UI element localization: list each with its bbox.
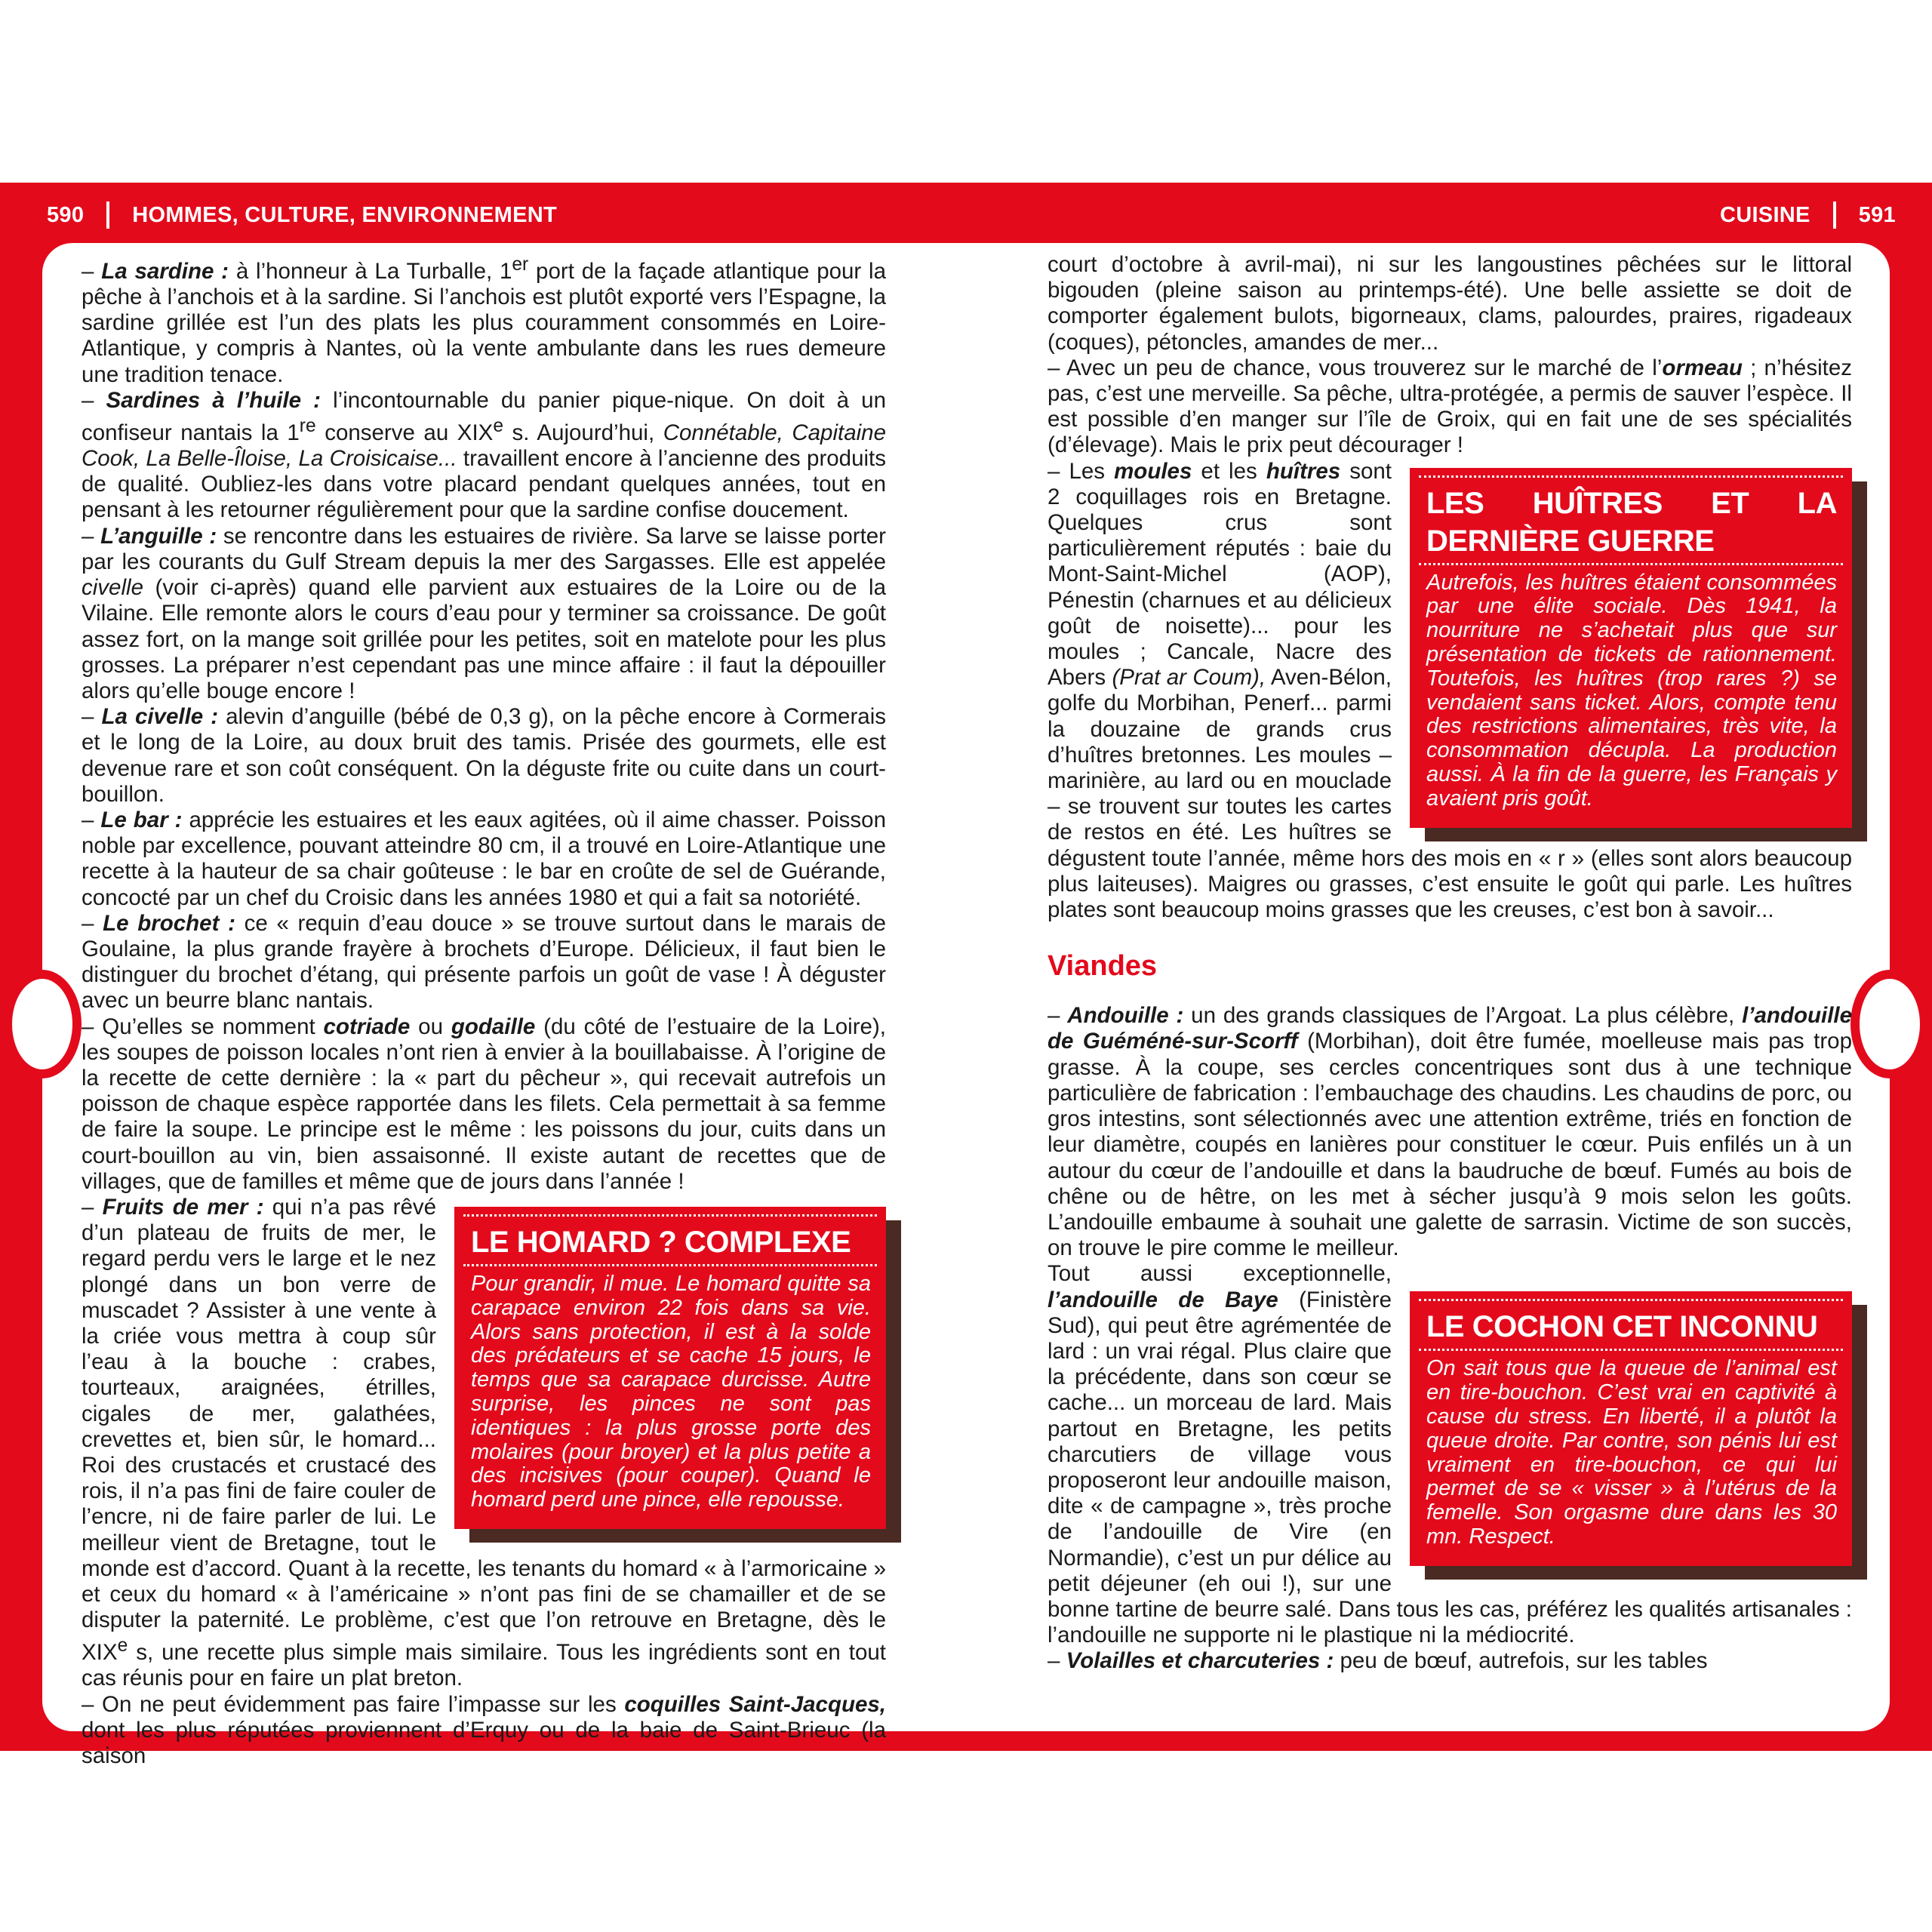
- paragraph-volailles: – Volailles et charcuteries : peu de bœuf, autrefois, sur les tables: [1048, 1648, 1708, 1674]
- box-title: LE COCHON CET INCONNU: [1426, 1310, 1818, 1344]
- paragraph-civelle: – La civelle : alevin d’anguille (bébé de 0,3 g), on la pêche encore à Cormerais et le long de la Loire, au doux bruit des tamis. Prisée des gourmets, elle est devenue rare et son coût conséquent. On la déguste frite ou cuite dans un court-bouillon.: [82, 704, 886, 807]
- box-title: LES HUÎTRES ET LA DERNIÈRE GUERRE: [1426, 486, 1837, 558]
- paragraph-cotriade: [82, 1014, 886, 1195]
- right-thumb-notch: [1850, 970, 1929, 1078]
- text: Aven-Bélon, golfe du Morbihan, Penerf... parmi la douzaine de grands crus d’huîtres bretonnes. Les moules – marinière, au lard ou en mouclade – se trouvent sur toutes les cartes de restos en été. Les huîtres se dégustent toute l’année, même hors des mois en « r » (elles sont alors beaucoup plus laiteuses). Maigres ou grasses, c’est ensuite le goût qui parle. Les huîtres plates sont beaucoup moins grasses que les creuses, c’est bon à savoir...: [1048, 665, 1852, 923]
- term-sardine: La sardine :: [101, 258, 229, 284]
- left-page-header: [47, 196, 557, 234]
- box-cochon: [1410, 1291, 1852, 1565]
- text: travaillent encore à l’ancienne des produits de qualité. Oubliez-les dans votre placard pendant quelques années, tout en pensant à les retourner régulièrement pour que la sardine confise doucement.: [82, 446, 886, 523]
- text: – On ne peut évidemment pas faire l’impasse sur les: [82, 1691, 625, 1717]
- term-andouille-guemene: l’andouille de Guéméné-sur-Scorff: [1048, 1003, 1852, 1054]
- text: ; n’hésitez pas, c’est une merveille. Sa pêche, ultra-protégée, a permis de sauver l’espèce. Il est possible d’en manger sur l’île de Groix, qui en fait une de ses spécialités (d’élevage). Mais le prix peut décourager !: [1048, 355, 1852, 458]
- term-godaille: godaille: [451, 1014, 536, 1039]
- box-title: LE HOMARD ? COMPLEXE: [471, 1225, 851, 1259]
- term-cotriade: cotriade: [323, 1014, 411, 1039]
- term-coquilles: coquilles Saint-Jacques,: [624, 1691, 886, 1717]
- text: port de la façade atlantique pour la pêche à l’anchois et à la sardine. Si l’anchois est plutôt exporté vers l’Espagne, la sardine grillée est l’un des plats les plus couramment consommés en Loire-Atlantique, y compris à Nantes, où la vente ambulante dans les rues demeure une tradition tenace.: [82, 258, 886, 387]
- term-brochet: Le brochet :: [103, 910, 235, 936]
- paragraph-sardine: – La sardine : à l’honneur à La Turballe, 1er port de la façade atlantique pour la pêche à l’anchois et à la sardine. Si l’anchois est plutôt exporté vers l’Espagne, la sardine grillée est l’un des plats les plus couramment consommés en Loire-Atlantique, y compris à Nantes, où la vente ambulante dans les rues demeure une tradition tenace.: [82, 254, 886, 387]
- sidebar-box-cochon: [1410, 1291, 1852, 1565]
- text: un des grands classiques de l’Argoat. La plus célèbre,: [1183, 1003, 1743, 1029]
- paragraph-anguille: – L’anguille : se rencontre dans les estuaires de rivière. Sa larve se laisse porter par les courants du Gulf Stream depuis la mer des Sargasses. Elle est appelée civelle (voir ci-après) quand elle parvient aux estuaires de la Loire ou de la Vilaine. Elle remonte alors le cours d’eau pour y terminer sa croissance. De goût assez fort, on la mange soit grillée pour les petites, soit en matelote pour les plus grosses. La préparer n’est cependant pas une mince affaire : il faut la dépouiller alors qu’elle bouge encore !: [82, 523, 887, 703]
- superscript: er: [512, 254, 529, 275]
- right-column: [1048, 252, 1852, 1675]
- term-volailles: Volailles et charcuteries :: [1066, 1648, 1334, 1674]
- right-chapter-title: CUISINE: [1719, 202, 1810, 227]
- text: se rencontre dans les estuaires de rivière. Sa larve se laisse porter par les courants du Gulf Stream depuis la mer des Sargasses. Elle est appelée: [82, 523, 887, 574]
- text: s. Aujourd’hui,: [503, 420, 663, 445]
- text: conserve au XIX: [315, 420, 494, 445]
- text: peu de bœuf, autrefois, sur les tables: [1334, 1648, 1708, 1674]
- text: – Qu’elles se nomment: [82, 1014, 324, 1039]
- box-text: On sait tous que la queue de l’animal est en tire-bouchon. C’est vrai en captivité à cause du stress. En liberté, il a plutôt la queue droite. Par contre, son pénis lui est vraiment en tire-bouchon, ce qui lui permet de se « visser » à l’utérus de la femelle. Son orgasme dure dans les 30 mn. Respect.: [1426, 1356, 1837, 1549]
- term-andouille-baye: l’andouille de Baye: [1048, 1287, 1278, 1312]
- term-anguille: L’anguille :: [100, 523, 217, 549]
- paragraph-coquilles-cont: court d’octobre à avril-mai), ni sur les langoustines pêchées sur le littoral bigouden (pleine saison au printemps-été). Une belle assiette se doit de comporter également bulots, bigorneaux, clams, palourdes, praires, rigadeaux (coques), pétoncles, amandes de mer...: [1048, 252, 1852, 355]
- right-page-header: [1720, 196, 1896, 234]
- text: ce « requin d’eau douce » se trouve surtout dans le marais de Goulaine, la plus grande frayère à brochets d’Europe. Délicieux, il faut bien le distinguer du brochet d’étang, qui présente parfois un goût de vase ! À déguster avec un beurre blanc nantais.: [82, 910, 886, 1014]
- text: (voir ci-après) quand elle parvient aux estuaires de la Loire ou de la Vilaine. Elle remonte alors le cours d’eau pour y terminer sa croissance. De goût assez fort, on la mange soit grillée pour les petites, soit en matelote pour les plus grosses. La préparer n’est cependant pas une mince affaire : il faut la dépouiller alors qu’elle bouge encore !: [82, 575, 886, 703]
- box-text: Autrefois, les huîtres étaient consommées par une élite sociale. Dès 1941, la nourriture ne s’achetait plus que sur présentation de tickets de rationnement. Toutefois, les huîtres (trop rares ?) se vendaient sans ticket. Alors, compte tenu des restrictions alimentaires, très vite, la consommation décupla. La production aussi. À la fin de la guerre, les Français y avaient pris goût.: [1426, 570, 1837, 811]
- term-civelle: La civelle :: [101, 704, 219, 730]
- text: – Avec un peu de chance, vous trouverez sur le marché de l’: [1048, 355, 1663, 380]
- paragraph-brochet: – Le brochet : ce « requin d’eau douce » se trouve surtout dans le marais de Goulaine, la plus grande frayère à brochets d’Europe. Délicieux, il faut bien le distinguer du brochet d’étang, qui présente parfois un goût de vase ! À déguster avec un beurre blanc nantais.: [82, 910, 886, 1014]
- term-sardines-huile: Sardines à l’huile :: [106, 387, 321, 413]
- paragraph-ormeau: [1048, 355, 1852, 459]
- paragraph-bar: – Le bar : apprécie les estuaires et les eaux agitées, où il aime chasser. Poisson noble par excellence, pouvant atteindre 80 cm, il a trouvé en Loire-Atlantique une recette à la hauteur de sa chair goûteuse : le bar en croûte de sel de Guérande, concocté par un chef du Croisic dans les années 1980 et qui a fait sa notoriété.: [82, 807, 887, 910]
- text: et les: [1192, 458, 1266, 484]
- text: (du côté de l’estuaire de la Loire), les soupes de poisson locales n’ont rien à envier à la bouillabaisse. À l’origine de la recette de cette dernière : la « part du pêcheur », qui recevait autrefois un poisson de chaque espèce rapportée dans les filets. Cela permettait à sa femme de faire la soupe. Le principe est le même : les poissons du jour, cuits dans un court-bouillon au vin, bien assaisonné. Il existe autant de recettes que de villages, que de familles et même que de jours dans l’année !: [82, 1014, 886, 1194]
- term-moules: moules: [1114, 458, 1192, 484]
- paragraph-coquilles: [82, 1692, 886, 1770]
- box-huitres: [1410, 468, 1852, 828]
- term-huitres: huîtres: [1266, 458, 1341, 484]
- text: Tout aussi exceptionnelle,: [1048, 1261, 1392, 1287]
- italic-text: (Prat ar Coum),: [1112, 665, 1266, 691]
- text: – Les: [1048, 458, 1115, 484]
- section-title-viandes: Viandes: [1048, 950, 1158, 983]
- text: qui n’a pas rêvé d’un plateau de fruits de mer, le regard perdu vers le large et le nez plongé dans un bon verre de muscadet ? Assister à une vente à la criée vous mettra à coup sûr l’eau à la bouche : crabes, tourteaux, araignées, étrilles, cigales de mer, galathées, crevettes et, bien sûr, le homard... Roi des crustacés et crustacé des rois, il n’a pas fini de faire couler de l’encre, ni de faire parler de lui. Le meilleur vient de Bretagne, tout le monde est d’accord. Quant à la recette, les tenants du homard « à l’armoricaine » et ceux du homard « à l’américaine » n’ont pas fini de se chamailler et de se disputer la paternité. Le problème, c’est que l’on retrouve en Bretagne, dès le XIX: [82, 1194, 886, 1666]
- paragraph-sardines-huile: – Sardines à l’huile : l’incontournable du panier pique-nique. On doit à un confiseur nantais la 1re conserve au XIXe s. Aujourd’hui, Connétable, Capitaine Cook, La Belle-Îloise, La Croisicaise... travaillent encore à l’ancienne des produits de qualité. Oubliez-les dans votre placard pendant quelques années, tout en pensant à les retourner régulièrement pour que la sardine confise doucement.: [82, 387, 886, 523]
- text: l’incontournable du panier pique-nique. On doit à un confiseur nantais la 1: [82, 387, 886, 445]
- left-column: [82, 252, 886, 1769]
- left-thumb-notch: [3, 970, 82, 1078]
- paragraph-andouille: – Andouille : un des grands classiques de l’Argoat. La plus célèbre, l’andouille de Guéméné-sur-Scorff (Morbihan), doit être fumée, moelleuse mais pas trop grasse. À la coupe, ses cercles concentriques sont dus à une technique particulière de fabrication : l’embauchage des chaudins. Les chaudins de porc, ou gros intestins, sont sélectionnés avec une attention extrême, triés en fonction de leur diamètre, coupés en lanières pour constituer le cœur. Puis enfilés un à un autour du cœur de l’andouille et dans la baudruche de bœuf. Fumés au bois de chêne ou de hêtre, on les met à sécher jusqu’à 9 mois selon les goûts. L’andouille embaume à souhait une galette de sarrasin. Victime de son succès, on trouve le pire comme le meilleur.: [1048, 1003, 1852, 1261]
- text: s, une recette plus simple mais similaire. Tous les ingrédients sont en tout cas réunis pour en faire un plat breton.: [82, 1640, 886, 1691]
- text: ou: [410, 1014, 451, 1039]
- box-text: Pour grandir, il mue. Le homard quitte sa carapace environ 22 fois dans sa vie. Alors sans protection, il est à la solde des prédateurs et se cache 15 jours, le temps que sa carapace durcisse. Autre surprise, les pinces ne sont pas identiques : la plus grosse porte des molaires (pour broyer) et la plus petite a des incisives (pour couper). Quand le homard perd une pince, elle repousse.: [471, 1271, 871, 1512]
- superscript: re: [299, 416, 316, 437]
- italic-word: civelle: [82, 575, 143, 601]
- header-separator: [106, 202, 109, 229]
- paragraph-fruits-de-mer: – Fruits de mer : qui n’a pas rêvé d’un plateau de fruits de mer, le regard perdu vers le large et le nez plongé dans un bon verre de muscadet ? Assister à une vente à la criée vous mettra à coup sûr l’eau à la bouche : crabes, tourteaux, araignées, étrilles, cigales de mer, galathées, crevettes et, bien sûr, le homard... Roi des crustacés et crustacé des rois, il n’a pas fini de faire couler de l’encre, ni de faire parler de lui. Le meilleur vient de Bretagne, tout le monde est d’accord. Quant à la recette, les tenants du homard « à l’armoricaine » et ceux du homard « à l’américaine » n’ont pas fini de se chamailler et de se disputer la paternité. Le problème, c’est que l’on retrouve en Bretagne, dès le XIXe s, une recette plus simple mais similaire. Tous les ingrédients sont en tout cas réunis pour en faire un plat breton.: [82, 1194, 886, 1691]
- sidebar-box-huitres: [1410, 468, 1852, 828]
- term-ormeau: ormeau: [1662, 355, 1743, 380]
- right-page-number: 591: [1858, 202, 1896, 227]
- text: sont 2 coquillages rois en Bretagne. Quelques crus sont particulièrement réputés : baie du Mont-Saint-Michel (AOP), Pénestin (charnues et au délicieux goût de noisette)... pour les moules ; Cancale, Nacre des Abers: [1048, 458, 1392, 691]
- text: alevin d’anguille (bébé de 0,3 g), on la pêche encore à Cormerais et le long de la Loire, au doux bruit des tamis. Prisée des gourmets, elle est devenue rare et son coût conséquent. On la déguste frite ou cuite dans un court-bouillon.: [82, 704, 886, 807]
- superscript: e: [493, 416, 503, 437]
- text: (Morbihan), doit être fumée, moelleuse mais pas trop grasse. À la coupe, ses cercles concentriques sont dus à une technique particulière de fabrication : l’embauchage des chaudins. Les chaudins de porc, ou gros intestins, sont sélectionnés avec une attention extrême, triés en fonction de leur diamètre, coupés en lanières pour constituer le cœur. Puis enfilés un à un autour du cœur de l’andouille et dans la baudruche de bœuf. Fumés au bois de chêne ou de hêtre, on les met à sécher jusqu’à 9 mois selon les goûts. L’andouille embaume à souhait une galette de sarrasin. Victime de son succès, on trouve le pire comme le meilleur.: [1048, 1029, 1852, 1261]
- superscript: e: [117, 1635, 128, 1657]
- sidebar-box-homard: [454, 1207, 886, 1529]
- brand-list: Connétable, Capitaine Cook, La Belle-Îloise, La Croisicaise...: [82, 420, 886, 472]
- text: apprécie les estuaires et les eaux agitées, où il aime chasser. Poisson noble par excellence, pouvant atteindre 80 cm, il a trouvé en Loire-Atlantique une recette à la hauteur de sa chair goûteuse : le bar en croûte de sel de Guérande, concocté par un chef du Croisic dans les années 1980 et qui a fait sa notoriété.: [82, 807, 887, 910]
- term-bar: Le bar :: [100, 807, 183, 832]
- text: (Finistère Sud), qui peut être agrémentée de lard : un vrai régal. Plus claire que la précédente, dans son cœur se cache... un morceau de lard. Mais partout en Bretagne, les petits charcutiers de village vous proposeront leur andouille maison, dite « de campagne », très proche de l’andouille de Vire (en Normandie), c’est un pur délice au petit déjeuner (eh oui !), sur une bonne tartine de beurre salé. Dans tous les cas, préférez les qualités artisanales : l’andouille ne supporte ni le plastique ni la médiocrité.: [1048, 1287, 1852, 1648]
- term-fruits-de-mer: Fruits de mer :: [102, 1194, 264, 1220]
- left-page-number: 590: [47, 202, 85, 227]
- term-andouille: Andouille :: [1067, 1003, 1184, 1029]
- text: dont les plus réputées proviennent d’Erquy ou de la baie de Saint-Brieuc (la saison: [82, 1717, 886, 1769]
- text: à l’honneur à La Turballe, 1: [229, 258, 512, 284]
- left-chapter-title: HOMMES, CULTURE, ENVIRONNEMENT: [132, 202, 557, 227]
- box-homard: [454, 1207, 886, 1529]
- header-separator: [1833, 202, 1836, 229]
